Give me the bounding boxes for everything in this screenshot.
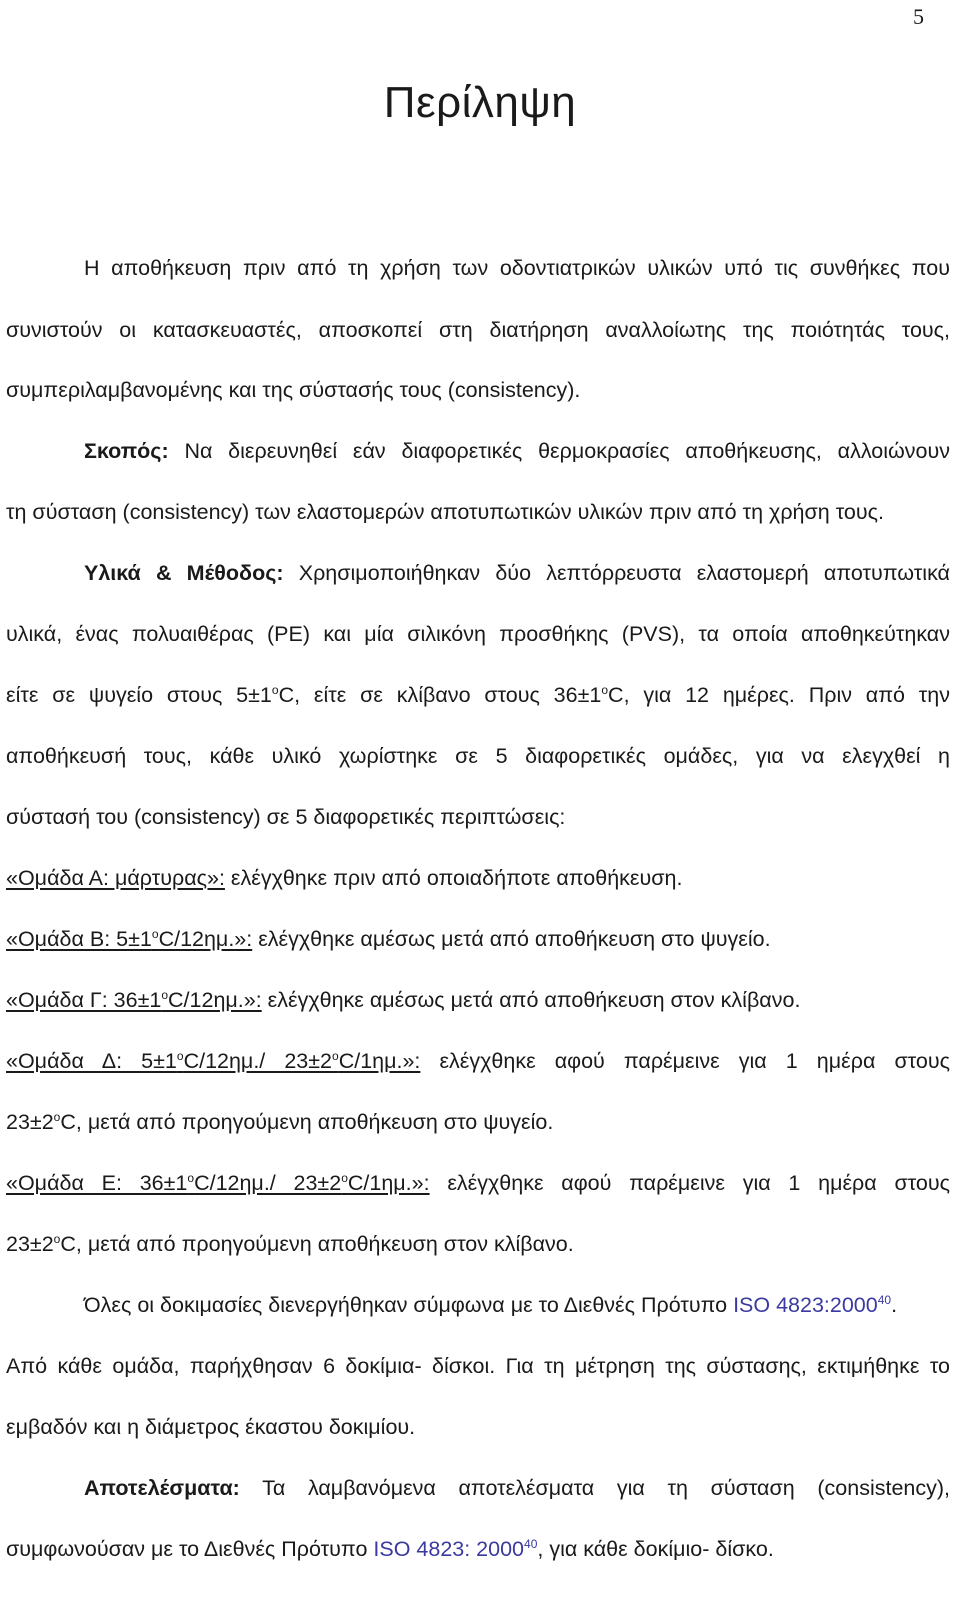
group-d (6, 1047, 950, 1075)
testing-line-1: Όλες οι δοκιμασίες διενεργήθηκαν σύμφωνα με το Διεθνές Πρότυπο ISO 4823:2000$^{40}$. (84, 1292, 898, 1317)
intro-line-1: Η αποθήκευση πριν από τη χρήση των οδοντιατρικών υλικών υπό τις συνθήκες που (84, 256, 950, 280)
methods-label: Υλικά & Μέθοδος: (84, 561, 284, 585)
group-a-label: «Ομάδα Α: μάρτυρας»: (6, 866, 225, 890)
methods-line-3 (6, 681, 950, 709)
group-a (6, 864, 950, 892)
group-e (6, 1169, 950, 1197)
page-title: Περίληψη (383, 78, 577, 127)
group-e-cont: $23\pm 2^oC$, μετά από προηγούμενη αποθήκευση στον κλίβανο. (6, 1231, 574, 1256)
aim-text: Να διερευνηθεί εάν διαφορετικές θερμοκρασίες αποθήκευσης, αλλοιώνουν (168, 439, 950, 463)
methods-line-5: σύστασή του (consistency) σε 5 διαφορετικές περιπτώσεις: (6, 805, 566, 829)
results-line-1 (84, 1474, 950, 1502)
group-c (6, 986, 950, 1014)
intro-line-2: συνιστούν οι κατασκευαστές, αποσκοπεί στη διατήρηση αναλλοίωτης της ποιότητάς τους, (6, 318, 950, 342)
group-b-label: «Ομάδα Β: $5\pm 1^oC/12\eta\mu$.»: (6, 926, 253, 951)
results-line-2: συμφωνούσαν με το Διεθνές Πρότυπο ISO 4823: 2000$^{40}$, για κάθε δοκίμιο- δίσκο. (6, 1536, 774, 1561)
aim-line-2: τη σύσταση (consistency) των ελαστομερών αποτυπωτικών υλικών πριν από τη χρήση τους. (6, 500, 884, 524)
results-text-1: Τα λαμβανόμενα αποτελέσματα για τη σύσταση (consistency), (239, 1476, 950, 1500)
citation-sup: 40 (524, 1536, 538, 1551)
group-d-text: ελέγχθηκε αφού παρέμεινε για 1 ημέρα στους (420, 1049, 950, 1073)
group-c-text: ελέγχθηκε αμέσως μετά από αποθήκευση στον κλίβανο. (261, 988, 801, 1012)
group-d-label: «Ομάδα Δ: $5\pm 1^oC/12\eta\mu./$ $23\pm 2^oC/1\eta\mu$.»: (6, 1048, 421, 1073)
group-e-label: «Ομάδα Ε: $36\pm 1^oC/12\eta\mu./$ $23\pm 2^oC/1\eta\mu$.»: (6, 1170, 430, 1195)
degree-mark: o (601, 682, 609, 697)
methods-line-2: υλικά, ένας πολυαιθέρας (PE) και μία σιλικόνη προσθήκης (PVS), τα οποία αποθηκεύτηκαν (6, 622, 950, 646)
methods-text-3a: είτε σε ψυγείο στους 5±1 (6, 683, 272, 707)
methods-line-1 (84, 559, 950, 587)
group-e-text: ελέγχθηκε αφού παρέμεινε για 1 ημέρα στους (429, 1171, 950, 1195)
methods-text-3c: C, για 12 ημέρες. Πριν από την (608, 683, 950, 707)
iso-link[interactable]: ISO 4823:2000 (733, 1293, 878, 1317)
methods-text-1: Χρησιμοποιήθηκαν δύο λεπτόρρευστα ελαστομερή αποτυπωτικά (283, 561, 950, 585)
testing-line-2: Από κάθε ομάδα, παρήχθησαν 6 δοκίμια- δίσκοι. Για τη μέτρηση της σύστασης, εκτιμήθηκε το (6, 1354, 950, 1378)
page-number: 5 (913, 4, 924, 29)
degree-mark: o (271, 682, 279, 697)
methods-line-4: αποθήκευσή τους, κάθε υλικό χωρίστηκε σε 5 διαφορετικές ομάδες, για να ελεγχθεί η (6, 744, 950, 768)
methods-text-3b: C, είτε σε κλίβανο στους 36±1 (278, 683, 602, 707)
group-b-text: ελέγχθηκε αμέσως μετά από αποθήκευση στο ψυγείο. (252, 927, 771, 951)
results-label: Αποτελέσματα: (84, 1476, 240, 1500)
group-d-cont: $23\pm 2^oC$, μετά από προηγούμενη αποθήκευση στο ψυγείο. (6, 1109, 554, 1134)
citation-sup: 40 (877, 1292, 892, 1307)
testing-line-3: εμβαδόν και η διάμετρος έκαστου δοκιμίου. (6, 1415, 416, 1439)
group-b (6, 925, 950, 953)
iso-link[interactable]: ISO 4823: 2000 (373, 1537, 525, 1561)
group-a-text: ελέγχθηκε πριν από οποιαδήποτε αποθήκευση. (224, 866, 683, 890)
intro-line-3: συμπεριλαμβανομένης και της σύστασής τους (consistency). (6, 378, 581, 402)
aim-label: Σκοπός: (84, 439, 169, 463)
aim-line-1 (84, 437, 950, 465)
group-c-label: «Ομάδα Γ: $36\pm 1^oC/12\eta\mu$.»: (6, 987, 262, 1012)
